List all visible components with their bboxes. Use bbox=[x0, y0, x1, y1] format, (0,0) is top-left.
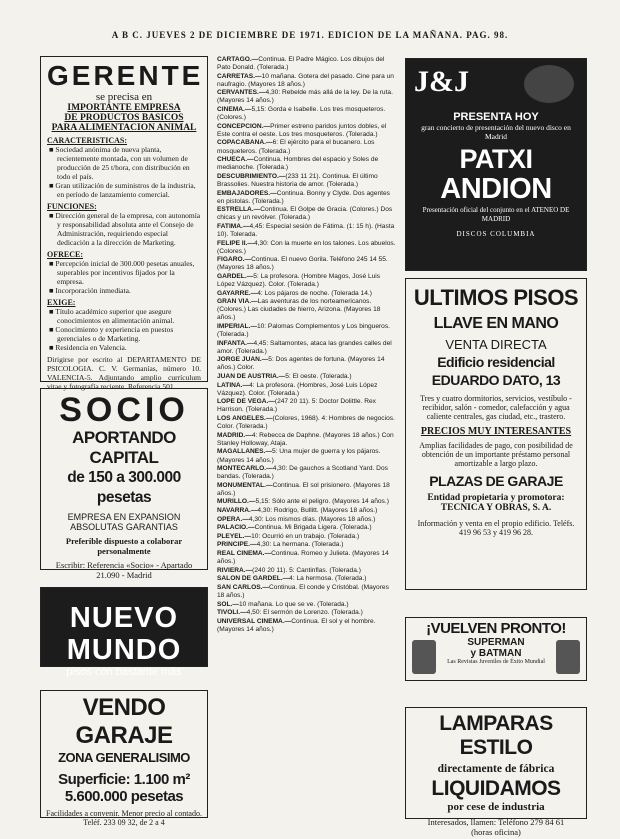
vuelven-line2: y BATMAN bbox=[470, 648, 522, 659]
patxi-line6: DISCOS COLUMBIA bbox=[456, 230, 536, 238]
listing-entry: MADRID.—4: Rebecca de Daphne. (Mayores 18 años.) Con Stanley Holloway, Ataja. bbox=[217, 431, 394, 447]
listing-entry: CHUECA.—Continua. Hombres del espacio y Soles de medianoche. (Tolerada.) bbox=[217, 156, 379, 172]
listing-entry: OPERA.—4,30: Los mismos días. (Mayores 18 años.) bbox=[217, 515, 376, 523]
listing-entry: GAYARRE.—4: Los pájaros de noche. (Tolerada 14.) bbox=[217, 289, 372, 297]
listing-entry: GARDEL.—5: La profesora. (Hombre Magos, José Luis López Vázquez). Color. (Tolerada.) bbox=[217, 272, 381, 289]
listing-entry: GRAN VIA.—Las aventuras de los norteamericanos. (Colores.) Las ciudades de hierro, Arizona. (Mayores 18 años.) bbox=[217, 298, 381, 322]
gerente-item: ■ Incorporación inmediata. bbox=[49, 286, 131, 295]
gerente-title: GERENTE bbox=[47, 60, 204, 91]
pisos-title: ULTIMOS PISOS bbox=[413, 285, 579, 310]
patxi-line3: PATXI bbox=[459, 144, 533, 174]
garaje-line2: 5.600.000 pesetas bbox=[64, 788, 184, 805]
pisos-line2: VENTA DIRECTA bbox=[445, 337, 547, 352]
listing-entry: CARTAGO.—Continua. El Padre Mágico. Los dibujos del Pato Donald. (Tolerada.) bbox=[217, 56, 385, 72]
pisos-line7: Amplias facilidades de pago, con posibilidad de obtención de un importante préstamo personal amortizable a largo plazo. bbox=[419, 441, 573, 468]
listing-entry: FIGARO.—Continua. El nuevo Gorila. Teléfono 245 14 55. (Mayores 18 años.) bbox=[217, 256, 388, 272]
gerente-line2: IMPORTANTE EMPRESA bbox=[67, 103, 181, 113]
pisos-line1: LLAVE EN MANO bbox=[433, 315, 559, 332]
socio-ad bbox=[40, 388, 208, 580]
pisos-line6: PRECIOS MUY INTERESANTES bbox=[420, 426, 572, 437]
listing-entry: NAVARRA.—4,30: Rodrigo, Bullitt. (Mayores 18 años.) bbox=[217, 507, 378, 515]
listing-entry: JORGE JUAN.—5: Dos agentes de fortuna. (Mayores 14 años.) Color. bbox=[217, 356, 385, 372]
superman-icon bbox=[412, 640, 436, 674]
listing-entry: DESCUBRIMIENTO.—(233 11 21). Continua. El último Brassolies. Nuestra historia de amor. (Tolerada.) bbox=[217, 172, 378, 188]
pisos-line9: Entidad propietaria y promotora: bbox=[427, 493, 565, 503]
guitar-icon bbox=[524, 65, 574, 103]
listing-entry: REAL CINEMA.—Continua. Romeo y Julieta. (Mayores 14 años.) bbox=[217, 550, 389, 566]
gerente-item: ■ Percepción inicial de 300.000 pesetas anuales, superables por incentivos fijados por la empresa. bbox=[49, 259, 195, 286]
listing-entry: SALON DE GARDEL.—4: La hermosa. (Tolerada.) bbox=[217, 575, 367, 583]
socio-line6: Escribir: Referencia «Socio» - Apartado 21.090 - Madrid bbox=[55, 560, 193, 580]
listing-entry: PLEYEL.—10: Ocurrió en un trabajo. (Tolerada.) bbox=[217, 532, 360, 540]
listing-entry: SOL.—10 mañana. Lo que se ve. (Tolerada.) bbox=[217, 600, 349, 608]
listing-entry: CARRETAS.—10 mañana. Gotera del pasado. Cine para un naufragio. (Mayores 18 años.) bbox=[217, 72, 394, 88]
lamparas-line5: (horas oficina) bbox=[471, 827, 521, 837]
patxi-line4: ANDION bbox=[440, 173, 552, 205]
pisos-line3: Edificio residencial bbox=[437, 354, 555, 370]
gerente-sec1: CARACTERISTICAS: bbox=[47, 136, 128, 145]
pisos-line11: Información y venta en el propio edificio. Teléfs. 419 96 53 y 419 96 28. bbox=[417, 519, 575, 537]
lamparas-ad bbox=[405, 707, 587, 837]
listing-entry: FATIMA.—4,45: Especial sesión de Fátima. (1: 15 h). (Hasta 10). Tolerada. bbox=[217, 222, 395, 238]
garaje-ad bbox=[40, 690, 208, 827]
lamparas-line2: LIQUIDAMOS bbox=[431, 777, 561, 800]
listing-entry: MONUMENTAL.—Continua. El sol prisionero. (Mayores 18 años.) bbox=[217, 481, 390, 497]
gerente-line1: se precisa en bbox=[95, 91, 153, 103]
listing-entry: MAGALLANES.—5: Una mujer de guerra y los pájaros. (Mayores 14 años.) bbox=[217, 448, 381, 464]
pisos-line4: EDUARDO DATO, 13 bbox=[431, 372, 561, 388]
listing-entry: JUAN DE AUSTRIA.—5: El oeste. (Tolerada.) bbox=[217, 373, 352, 381]
jj-logo: J&J bbox=[414, 65, 469, 98]
listing-entry: LATINA.—4: La profesora. (Hombres, José Luis López Vázquez). Color. (Tolerada.) bbox=[217, 381, 378, 397]
listing-entry: EMBAJADORES.—Continua. Bonny y Clyde. Dos agentes en pistolas. (Tolerada.) bbox=[217, 189, 390, 205]
socio-line3: EMPRESA EN EXPANSION bbox=[67, 512, 181, 522]
vuelven-pronto-ad bbox=[405, 617, 587, 681]
socio-line5: Preferible dispuesto a colaborar personalmente bbox=[65, 536, 183, 556]
socio-line4: ABSOLUTAS GARANTIAS bbox=[70, 522, 178, 532]
pisos-line5: Tres y cuatro dormitorios, servicios, vestíbulo - recibidor, salón - comedor, calefacción y agua caliente centrales, gas ciudad, etc., trastero. bbox=[420, 394, 572, 421]
nuevo-mundo-ad bbox=[40, 587, 208, 678]
pisos-line10: TECNICA Y OBRAS, S. A. bbox=[440, 503, 552, 513]
patxi-line2: gran concierto de presentación del nuevo disco en Madrid bbox=[421, 123, 571, 141]
garaje-line1: Superficie: 1.100 m² bbox=[58, 771, 190, 788]
batman-icon bbox=[556, 640, 580, 674]
listing-entry: PALACIO.—Continua. Mi Brigada Ligera. (Tolerada.) bbox=[217, 524, 372, 532]
gerente-item: ■ Sociedad anónima de nueva planta, recientemente montada, con un volumen de producción de 25 t/hora, con distribución en todo el país. bbox=[49, 145, 190, 181]
garaje-line3: Facilidades a convenir. Menor precio al contado. Teléf. 233 09 32, de 2 a 4 bbox=[46, 809, 202, 827]
vuelven-line3: Las Revistas Juveniles de Éxito Mundial bbox=[447, 659, 545, 665]
listing-entry: COPACABANA.—6: El ejército para el bucanero. Los mosqueteros. (Tolerada.) bbox=[217, 139, 375, 155]
lamparas-line3: por cese de industria bbox=[447, 801, 545, 813]
listing-entry: SAN CARLOS.—Continua. El conde y Cristóbal. (Mayores 18 años.) bbox=[217, 583, 389, 599]
socio-line2: de 150 a 300.000 pesetas bbox=[67, 469, 181, 506]
lamparas-line1: directamente de fábrica bbox=[437, 763, 555, 775]
listing-entry: MURILLO.—5,15: Sólo ante el peligro. (Mayores 14 años.) bbox=[217, 498, 389, 506]
listing-entry: LOS ANGELES.—(Colores, 1968). 4: Hombres de negocios. Color. (Tolerada.) bbox=[217, 415, 395, 431]
ultimos-pisos-ad bbox=[405, 278, 587, 590]
lamparas-title: LAMPARAS ESTILO bbox=[439, 712, 553, 759]
listing-entry: TIVOLI.—4,50: El sermón de Lorenzo. (Tolerada.) bbox=[217, 609, 363, 617]
gerente-sec3: OFRECE: bbox=[47, 250, 83, 259]
listing-entry: ESTRELLA.—Continua. El Golpe de Gracia. (Colores.) Dos chicas y un revólver. (Tolerada.) bbox=[217, 206, 393, 222]
patxi-line1: PRESENTA HOY bbox=[453, 111, 539, 123]
gerente-item: ■ Conocimiento y experiencia en puestos gerenciales o de Marketing. bbox=[49, 325, 174, 343]
garaje-title: VENDO GARAJE bbox=[75, 694, 173, 749]
nuevo-mundo-title: NUEVO MUNDO bbox=[66, 602, 182, 666]
listing-entry: RIVIERA.—(240 20 11). 5: Cantinflas. (Tolerada.) bbox=[217, 566, 361, 574]
listing-entry: CERVANTES.—4,30: Rebelde más allá de la ley. De la ruta. (Mayores 14 años.) bbox=[217, 89, 393, 105]
listing-entry: MONTECARLO.—4,30: De gauchos a Scotland Yard. Dos bandas. (Tolerada.) bbox=[217, 465, 388, 481]
listing-entry: CINEMA.—5,15: Gorda e Isabelle. Los tres mosqueteros. (Colores.) bbox=[217, 106, 386, 122]
vuelven-line1: SUPERMAN bbox=[467, 637, 525, 648]
socio-line1: APORTANDO CAPITAL bbox=[72, 428, 176, 467]
gerente-item: ■ Dirección general de la empresa, con autonomía y responsabilidad absoluta ante el Consejo de Administración, requiriendo especial dedicación a la dirección de Marketing. bbox=[49, 211, 201, 247]
garaje-subtitle: ZONA GENERALISIMO bbox=[58, 750, 190, 765]
gerente-sec2: FUNCIONES: bbox=[47, 202, 97, 211]
gerente-line3: DE PRODUCTOS BASICOS bbox=[64, 113, 184, 123]
gerente-item: ■ Título académico superior que asegure conocimientos en alimentación animal. bbox=[49, 307, 175, 325]
gerente-item: ■ Residencia en Valencia. bbox=[49, 343, 127, 352]
nuevo-mundo-subtitle: pisos con bastante más bbox=[66, 666, 182, 678]
cinema-listing bbox=[217, 56, 397, 826]
page-header: A B C. JUEVES 2 DE DICIEMBRE DE 1971. EDICION DE LA MAÑANA. PAG. 98. bbox=[111, 30, 509, 40]
listing-entry: UNIVERSAL CINEMA.—Continua. El sol y el hombre. (Mayores 14 años.) bbox=[217, 617, 376, 633]
patxi-andion-ad bbox=[405, 58, 587, 271]
gerente-footer: Dirigirse por escrito al DEPARTAMENTO DE PSICOLOGIA. C. V. Germanías, número 10. VALENCIA-5. Adjuntando amplio currículum vitae y fotografía reciente. Referencia 501. bbox=[47, 355, 201, 391]
listing-entry: PRINCIPE.—4,30: La hermana. (Tolerada.) bbox=[217, 541, 344, 549]
listing-entry: IMPERIAL.—10: Palomas Complementos y Los bingueros. (Tolerada.) bbox=[217, 323, 390, 339]
gerente-line4: PARA ALIMENTACION ANIMAL bbox=[51, 123, 197, 133]
gerente-ad bbox=[40, 56, 208, 391]
gerente-item: ■ Gran utilización de suministros de la industria, en período de lanzamiento comercial. bbox=[49, 181, 196, 199]
listing-entry: INFANTA.—4,45: Saltamontes, ataca las grandes calles del amor. (Tolerada.) bbox=[217, 339, 392, 355]
socio-title: SOCIO bbox=[59, 391, 189, 429]
vuelven-title: ¡VUELVEN PRONTO! bbox=[426, 620, 566, 637]
patxi-line5: Presentación oficial del conjunto en el ATENEO DE MADRID bbox=[422, 206, 570, 223]
lamparas-line4: Interesados, llamen: Teléfono 279 84 61 bbox=[427, 817, 565, 827]
listing-entry: CONCEPCION.—Primer estreno paridos juntos dobles, el Este contra el oeste. Los tres mosqueteros. (Tolerada.) bbox=[217, 122, 387, 138]
listing-entry: LOPE DE VEGA.—(247 20 11). 5: Doctor Dolittle. Rex Harrison. (Tolerada.) bbox=[217, 398, 376, 414]
pisos-line8: PLAZAS DE GARAJE bbox=[429, 473, 563, 489]
gerente-sec4: EXIGE: bbox=[47, 298, 76, 307]
listing-entry: FELIPE II.—4,30: Con la muerte en los talones. Los abuelos. (Colores.) bbox=[217, 239, 396, 255]
